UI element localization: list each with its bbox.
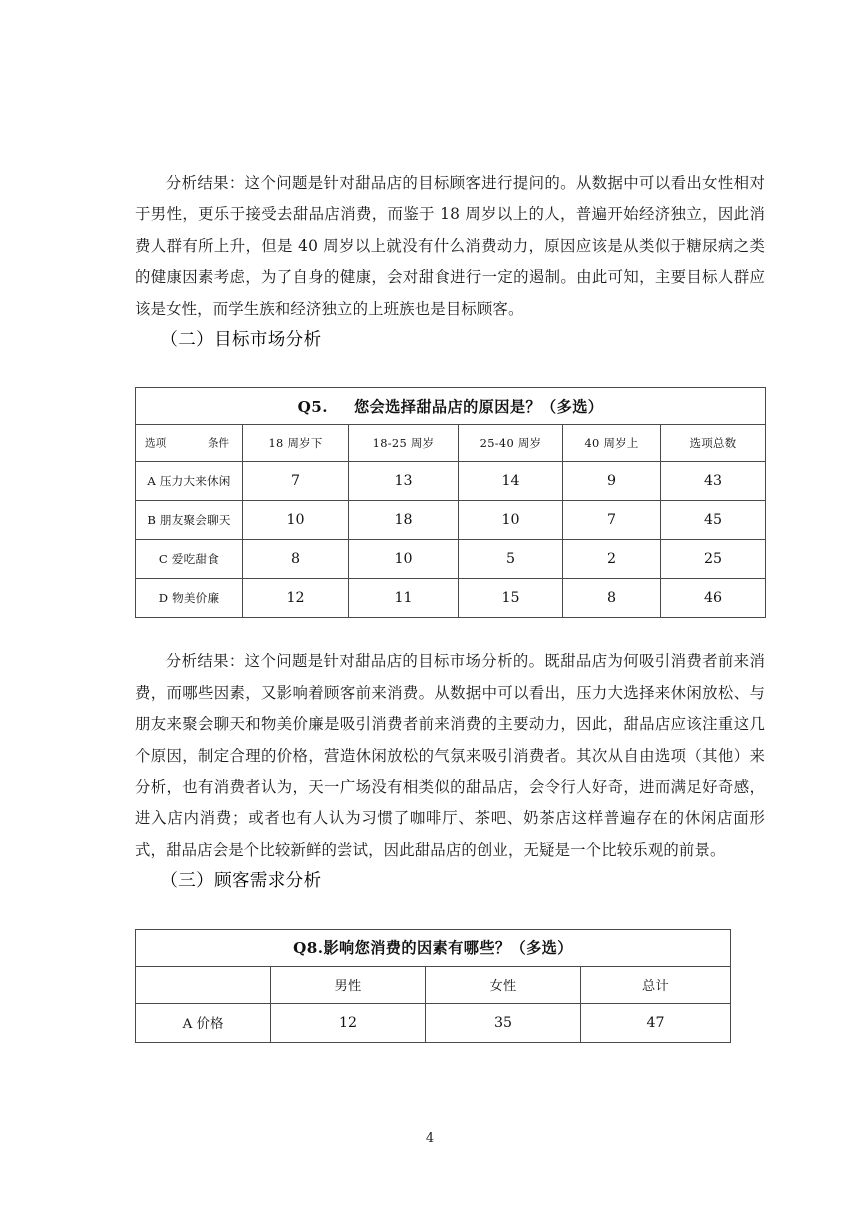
- table-q5-cell: 14: [459, 462, 563, 501]
- table-q5-cell: 9: [563, 462, 661, 501]
- page-content: [135, 0, 765, 1043]
- table-q5-cell: 18: [349, 501, 459, 540]
- table-q5-row-label: B 朋友聚会聊天: [136, 501, 243, 540]
- table-q5-cell: 10: [459, 501, 563, 540]
- table-q5-cell: 43: [661, 462, 766, 501]
- table-q5-cell: 5: [459, 540, 563, 579]
- table-q5-reasons: [135, 387, 766, 618]
- table-header-row: [136, 966, 731, 1003]
- table-q5-cell: 2: [563, 540, 661, 579]
- table-header-row: [136, 425, 766, 462]
- table-q5-cell: 8: [243, 540, 349, 579]
- table-q5-cell: 10: [243, 501, 349, 540]
- paragraph-analysis-target-customers: 分析结果：这个问题是针对甜品店的目标顾客进行提问的。从数据中可以看出女性相对于男性，更乐于接受去甜品店消费，而鉴于 18 周岁以上的人，普遍开始经济独立，因此消费人群有所上升，但是 40 周岁以上就没有什么消费动力，原因应该是从类似于糖尿病之类的健康因素考虑，为了自身的健康，会对甜食进行一定的遏制。由此可知，主要目标人群应该是女性，而学生族和经济独立的上班族也是目标顾客。: [135, 174, 765, 318]
- table-q5-cell: 25: [661, 540, 766, 579]
- table-bottom-spacer: [135, 618, 765, 646]
- table-row-title: [136, 929, 731, 966]
- table-q8-cell: 12: [271, 1003, 426, 1042]
- table-q5-row-label: C 爱吃甜食: [136, 540, 243, 579]
- table-q5-title-cell: [136, 388, 766, 425]
- table-row: [136, 1003, 731, 1042]
- table-q8-cell: 47: [581, 1003, 731, 1042]
- heading-section-three: （三）顾客需求分析: [160, 871, 322, 892]
- table-row: [136, 462, 766, 501]
- table-q5-col-header: 18 周岁下: [243, 425, 349, 462]
- table-q5-cell: 8: [563, 579, 661, 618]
- table-row-title: [136, 388, 766, 425]
- table-q5-col-header: 40 周岁上: [563, 425, 661, 462]
- table-q5-col-header: 25-40 周岁: [459, 425, 563, 462]
- table-q5-corner-cell: [136, 425, 243, 462]
- table-q5-cell: 12: [243, 579, 349, 618]
- table-q8-col-header: 男性: [271, 966, 426, 1003]
- table-q5-row-label: D 物美价廉: [136, 579, 243, 618]
- paragraph-analysis-target-market: 分析结果：这个问题是针对甜品店的目标市场分析的。既甜品店为何吸引消费者前来消费，而哪些因素，又影响着顾客前来消费。从数据中可以看出，压力大选择来休闲放松、与朋友来聚会聊天和物美价廉是吸引消费者前来消费的主要动力，因此，甜品店应该注重这几个原因，制定合理的价格，营造休闲放松的气氛来吸引消费者。其次从自由选项（其他）来分析，也有消费者认为，天一广场没有相类似的甜品店，会令行人好奇，进而满足好奇感，进入店内消费；或者也有人认为习惯了咖啡厅、茶吧、奶茶店这样普遍存在的休闲店面形式，甜品店会是个比较新鲜的尝试，因此甜品店的创业，无疑是一个比较乐观的前景。: [135, 652, 765, 859]
- table-q5-cell: 46: [661, 579, 766, 618]
- corner-label-condition: 条件: [207, 437, 229, 450]
- table2-top-spacer: [135, 898, 765, 929]
- table-q5-cell: 10: [349, 540, 459, 579]
- table-q5-question-text: 您会选择甜品店的原因是？（多选）: [353, 397, 604, 416]
- table-q8-title-cell: Q8.影响您消费的因素有哪些？（多选）: [136, 929, 731, 966]
- table-top-spacer: [135, 356, 765, 387]
- table-q5-cell: 7: [243, 462, 349, 501]
- table-q8-col-header: 总计: [581, 966, 731, 1003]
- table-q5-row-label: A 压力大来休闲: [136, 462, 243, 501]
- table-row: [136, 540, 766, 579]
- table-q5-question-number: Q5.: [297, 397, 328, 416]
- table-q5-cell: 45: [661, 501, 766, 540]
- table-q8-col-header: 女性: [426, 966, 581, 1003]
- table-q5-cell: 15: [459, 579, 563, 618]
- table-q5-col-header: 18-25 周岁: [349, 425, 459, 462]
- table-q5-col-header: 选项总数: [661, 425, 766, 462]
- table-q8-factors: [135, 929, 731, 1043]
- heading-section-two: （二）目标市场分析: [160, 330, 322, 351]
- table-q8-cell: 35: [426, 1003, 581, 1042]
- table-q8-row-label: A 价格: [136, 1003, 271, 1042]
- corner-label-option: 选项: [145, 437, 167, 450]
- table-row: [136, 579, 766, 618]
- page-number: 4: [425, 1131, 435, 1146]
- table-row: [136, 501, 766, 540]
- table-q5-cell: 11: [349, 579, 459, 618]
- table-q8-corner-cell: [136, 966, 271, 1003]
- table-q5-cell: 13: [349, 462, 459, 501]
- table-q5-cell: 7: [563, 501, 661, 540]
